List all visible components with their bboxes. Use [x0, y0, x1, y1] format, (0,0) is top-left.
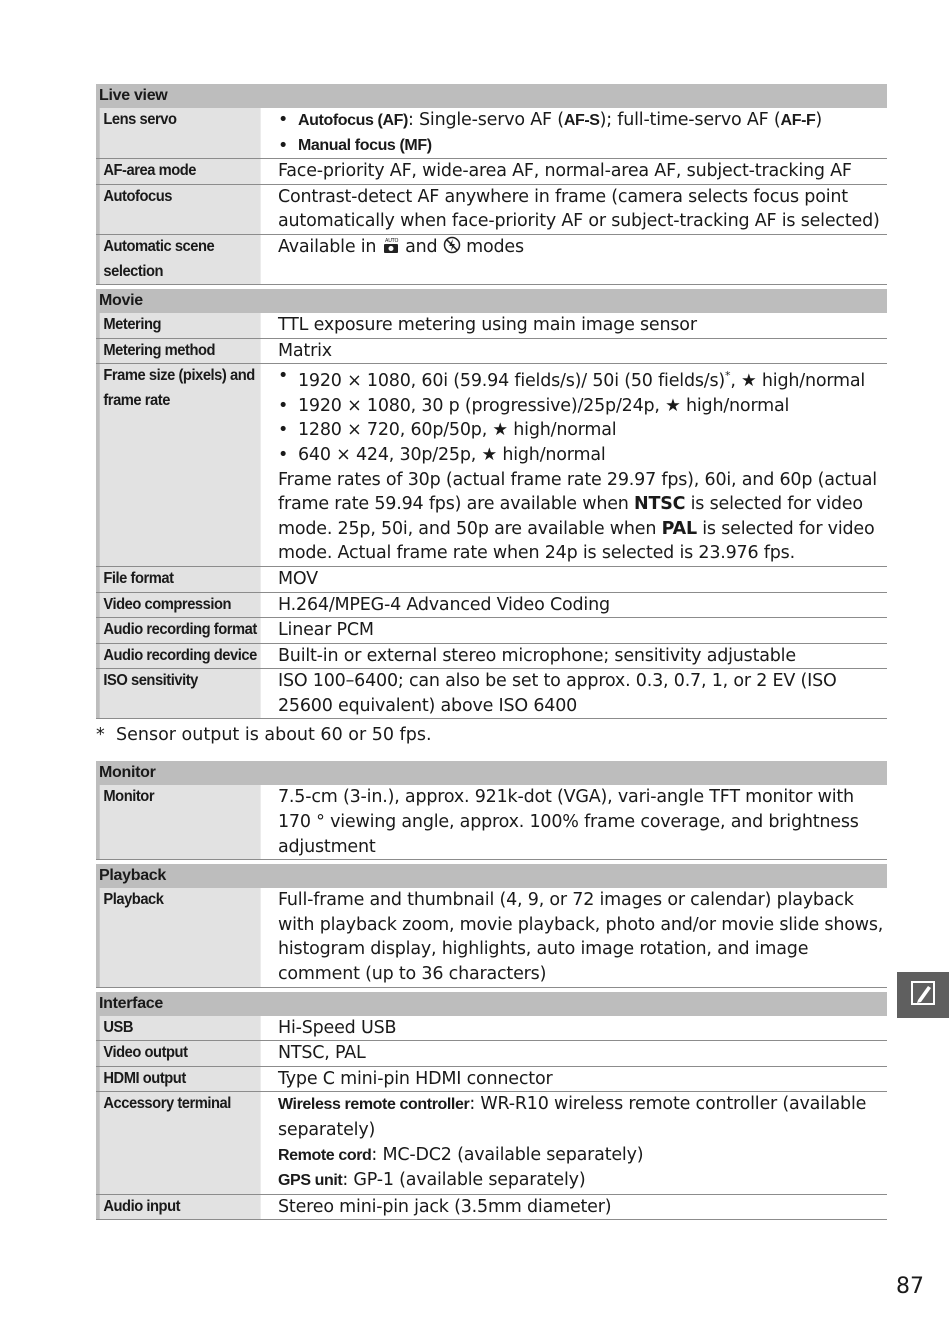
term: Manual focus (MF): [298, 136, 432, 154]
spec-row-audio-device: [96, 644, 887, 670]
spec-label: Audio input: [96, 1195, 261, 1220]
menu-term: NTSC: [634, 494, 686, 515]
section-interface: [96, 992, 887, 1221]
spec-row-compression: [96, 593, 887, 619]
text: 1920 × 1080, 30 p (progressive)/25p/24p, ★ high/normal: [298, 395, 790, 416]
spec-row-video-output: [96, 1041, 887, 1067]
text: 1280 × 720, 60p/50p, ★ high/normal: [298, 420, 617, 441]
bullet-item: • 1280 × 720, 60p/50p, ★ high/normal: [278, 418, 887, 443]
bullet-item: • 640 × 424, 30p/25p, ★ high/normal: [278, 443, 887, 468]
accessory-item: [278, 1143, 887, 1169]
accessory-item: [278, 1092, 887, 1142]
spec-value: [275, 364, 887, 566]
spec-row-playback: [96, 888, 887, 987]
spec-row-monitor: [96, 785, 887, 860]
text: ); full-time-servo AF (: [599, 110, 781, 130]
bullet-item: • Autofocus (AF): Single-servo AF (AF-S); full-time-servo AF (AF-F): [278, 110, 823, 130]
spec-row-lens-servo: [96, 108, 887, 159]
footnote-text: Sensor output is about 60 or 50 fps.: [116, 725, 432, 746]
spec-label: ISO sensitivity: [96, 669, 261, 718]
section-title-playback: Playback: [96, 864, 887, 888]
spec-label-text: Frame size (pixels) and frame rate: [103, 367, 255, 409]
spec-label: USB: [96, 1016, 261, 1041]
text: modes: [460, 236, 524, 257]
section-title-movie: Movie: [96, 289, 887, 313]
term: GPS unit: [278, 1172, 343, 1190]
text: ): [815, 110, 823, 130]
text: 640 × 424, 30p/25p, ★ high/normal: [298, 444, 606, 465]
term: AF-F: [780, 112, 816, 129]
spec-label: Video output: [96, 1041, 261, 1066]
text: is selected for video mode. Actual frame rate when 24p is selected is 23.976 fps.: [278, 518, 875, 564]
spec-label: Playback: [96, 888, 261, 986]
term: Autofocus (AF): [298, 112, 408, 129]
footnote-marker: *: [96, 725, 105, 746]
spec-label: Metering method: [96, 339, 261, 364]
spec-row-hdmi: [96, 1067, 887, 1093]
spec-label: File format: [96, 567, 261, 592]
spec-value: Full-frame and thumbnail (4, 9, or 72 images or calendar) playback with playback zoom, movie playback, photo and/or movie slide shows, histogram display, highlights, auto image rotation, and image comment (up to 36 characters): [278, 890, 884, 985]
spec-value: [275, 1092, 887, 1193]
spec-row-audio-input: [96, 1195, 887, 1221]
text: : WR-R10 wireless remote controller (available separately): [278, 1094, 867, 1141]
spec-label: Accessory terminal: [96, 1092, 261, 1193]
spec-value: Hi-Speed USB: [278, 1017, 397, 1038]
section-playback: [96, 864, 887, 987]
bullet-item: • Manual focus (MF): [278, 134, 887, 159]
bullet-item: • 1920 × 1080, 30 p (progressive)/25p/24p, ★ high/normal: [278, 394, 887, 419]
spec-label: AF-area mode: [96, 159, 261, 184]
section-movie: [96, 289, 887, 719]
spec-row-af-area: [96, 159, 887, 185]
spec-label: [96, 235, 261, 284]
spec-label: Lens servo: [96, 108, 261, 158]
spec-label: [96, 364, 261, 566]
spec-row-usb: [96, 1016, 887, 1042]
spec-value: Stereo mini-pin jack (3.5mm diameter): [278, 1196, 612, 1217]
bullet-item: • 1920 × 1080, 60i (59.94 fields/s)/ 50i (50 fields/s)*, ★ high/normal: [278, 366, 866, 392]
footnote: [96, 723, 887, 747]
spec-row-frame-size: [96, 364, 887, 567]
spec-value: Linear PCM: [278, 620, 374, 641]
spec-row-scene: [96, 235, 887, 285]
accessory-item: [278, 1168, 887, 1194]
spec-row-autofocus: [96, 185, 887, 235]
text: Available in: [278, 236, 382, 257]
spec-label: Audio recording format: [96, 618, 261, 643]
spec-label: Monitor: [96, 785, 261, 859]
spec-label: Video compression: [96, 593, 261, 618]
spec-tables: [96, 84, 887, 1224]
spec-value: H.264/MPEG-4 Advanced Video Coding: [278, 594, 610, 615]
spec-row-file-format: [96, 567, 887, 593]
frame-rate-note: [278, 468, 887, 566]
spec-value: NTSC, PAL: [278, 1043, 366, 1064]
term: AF-S: [563, 112, 600, 129]
section-monitor: [96, 761, 887, 860]
text: is selected for video mode. 25p, 50i, and 50p are available when: [278, 494, 863, 539]
spec-row-audio-format: [96, 618, 887, 644]
spec-value: Built-in or external stereo microphone; sensitivity adjustable: [278, 645, 796, 666]
text: and: [399, 236, 443, 257]
text: : GP-1 (available separately): [342, 1170, 586, 1191]
spec-value: [275, 108, 887, 158]
spec-value: ISO 100–6400; can also be set to approx. 0.3, 0.7, 1, or 2 EV (ISO 25600 equivalent) above ISO 6400: [278, 671, 837, 716]
section-title-interface: Interface: [96, 992, 887, 1016]
footnote-ref: *: [725, 369, 731, 383]
spec-label-text: Automatic scene selection: [103, 237, 215, 280]
text: , ★ high/normal: [730, 371, 866, 392]
spec-value: Face-priority AF, wide-area AF, normal-area AF, subject-tracking AF: [278, 161, 852, 182]
spec-row-metering: [96, 313, 887, 339]
spec-row-metering-method: [96, 339, 887, 365]
spec-label: Metering: [96, 313, 261, 338]
spec-value: 7.5-cm (3-in.), approx. 921k-dot (VGA), vari-angle TFT monitor with 170 ° viewing angle, approx. 100% frame coverage, and brightness adjustment: [278, 787, 859, 857]
auto-camera-icon: [382, 237, 400, 257]
text: : Single-servo AF (: [407, 110, 564, 130]
spec-label: Audio recording device: [96, 644, 261, 669]
page-number: 87: [896, 1274, 924, 1299]
spec-value: Contrast-detect AF anywhere in frame (camera selects focus point automatically when face-priority AF or subject-tracking AF is selected): [278, 186, 880, 232]
menu-term: PAL: [661, 518, 697, 539]
svg-text:AUTO: AUTO: [384, 237, 398, 244]
spec-row-accessory: [96, 1092, 887, 1194]
section-title-live-view: Live view: [96, 84, 887, 108]
spec-value: MOV: [278, 568, 318, 589]
technical-notes-tab[interactable]: [897, 972, 949, 1018]
spec-label: Autofocus: [96, 185, 261, 234]
technical-notes-tab-icon: [909, 979, 937, 1011]
term: Remote cord: [278, 1146, 372, 1164]
text: 1920 × 1080, 60i (59.94 fields/s)/ 50i (50 fields/s): [298, 371, 726, 392]
section-live-view: [96, 84, 887, 285]
section-title-monitor: Monitor: [96, 761, 887, 785]
spec-value: [275, 235, 887, 284]
text: Frame rates of 30p (actual frame rate 29.97 fps), 60i, and 60p (actual frame rate 59.94 fps) are available when: [278, 469, 877, 515]
spec-value: TTL exposure metering using main image sensor: [278, 315, 697, 336]
text: : MC-DC2 (available separately): [371, 1144, 644, 1165]
spec-value: Matrix: [278, 340, 332, 361]
spec-row-iso: [96, 669, 887, 719]
term: Wireless remote controller: [278, 1096, 470, 1114]
spec-label: HDMI output: [96, 1067, 261, 1092]
spec-value: Type C mini-pin HDMI connector: [278, 1068, 553, 1089]
flash-off-icon: [443, 237, 461, 257]
